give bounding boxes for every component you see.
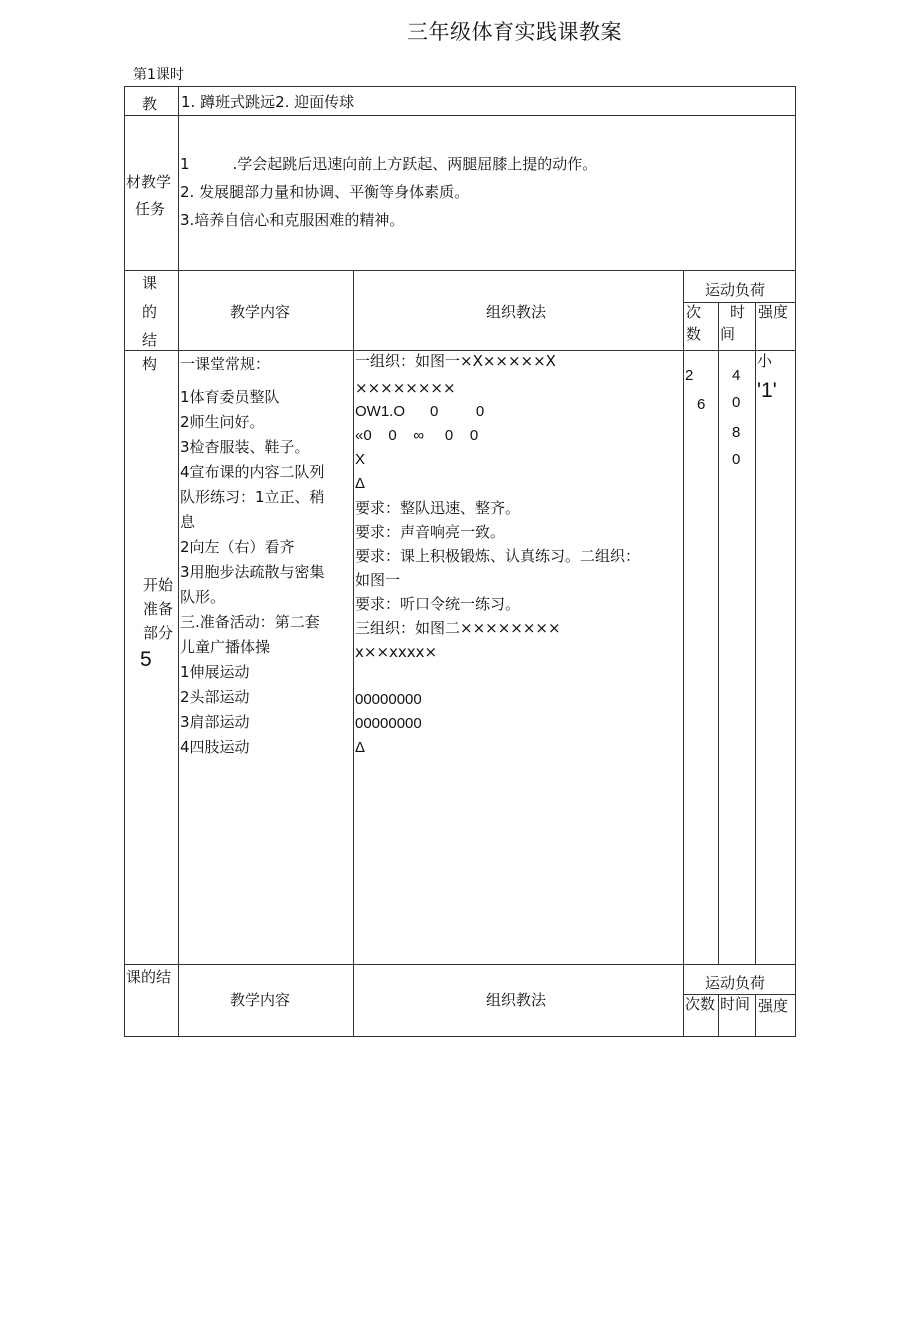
- content-header: 教学内容: [230, 303, 291, 321]
- footer-load-intensity: 强度: [758, 997, 789, 1015]
- table-border: [124, 86, 796, 87]
- material-label: 教: [142, 95, 158, 113]
- content-line: 1体育委员整队: [180, 388, 280, 406]
- load-time-value: 0: [732, 451, 741, 468]
- table-border: [124, 86, 125, 1036]
- method-header: 组织教法: [486, 303, 547, 321]
- table-border: [124, 270, 796, 271]
- method-line: 一组织：如图一×X×××××X: [355, 352, 556, 370]
- start-method-list: [355, 349, 640, 760]
- structure-label: 结: [142, 331, 158, 349]
- load-times-value: 2: [685, 367, 694, 384]
- method-line: 三组织：如图二××××××××: [355, 619, 561, 637]
- table-border: [124, 115, 796, 116]
- method-line: X: [355, 451, 366, 468]
- table-border: [124, 964, 796, 965]
- method-line: Δ: [355, 475, 366, 492]
- footer-label: 课的结: [126, 968, 172, 986]
- table-border: [755, 302, 756, 964]
- method-line: Δ: [355, 739, 366, 756]
- task-label: 任务: [135, 200, 166, 218]
- load-times-value: 6: [697, 396, 706, 413]
- method-line: x××xxxx×: [355, 643, 438, 661]
- material-content: 1. 蹲班式跳远2. 迎面传球: [181, 93, 355, 111]
- table-border: [755, 994, 756, 1036]
- load-time-header: 间: [720, 325, 736, 343]
- method-line: OW1.O 0 0: [355, 403, 485, 420]
- content-line: 队形。: [180, 588, 226, 606]
- content-line: 4四肢运动: [180, 738, 250, 756]
- load-times-header: 次: [686, 303, 702, 321]
- load-intensity-value: 小: [757, 352, 773, 370]
- method-line: 要求：整队迅速、整齐。: [355, 499, 521, 517]
- table-border: [124, 1036, 796, 1037]
- footer-load-times: 次数: [685, 995, 716, 1013]
- load-time-value: 0: [732, 394, 741, 411]
- table-border: [795, 86, 796, 1036]
- method-line: 要求：声音响亮一致。: [355, 523, 506, 541]
- method-line: ××××××××: [355, 379, 456, 397]
- load-time-value: 4: [732, 367, 741, 384]
- task-label: 材教学: [126, 173, 172, 191]
- table-border: [718, 994, 719, 1036]
- method-line: 要求：课上积极锻炼、认真练习。二组织：: [355, 547, 641, 565]
- footer-content-header: 教学内容: [230, 991, 291, 1009]
- content-line: 儿童广播体操: [180, 638, 271, 656]
- footer-method-header: 组织教法: [486, 991, 547, 1009]
- table-border: [178, 86, 179, 1036]
- load-intensity-header: 强度: [758, 303, 789, 321]
- load-time-value: 8: [732, 424, 741, 441]
- start-content-list: [180, 352, 325, 760]
- content-line: 3肩部运动: [180, 713, 250, 731]
- method-line: 00000000: [355, 715, 422, 732]
- structure-label: 的: [142, 303, 158, 321]
- content-line: 息: [180, 513, 196, 531]
- load-time-header: 时: [730, 303, 746, 321]
- task-item: 2. 发展腿部力量和协调、平衡等身体素质。: [180, 183, 470, 201]
- content-line: 4宣布课的内容二队列: [180, 463, 325, 481]
- content-line: 队形练习：1立正、稍: [180, 488, 325, 506]
- content-line: 2向左（右）看齐: [180, 538, 295, 556]
- content-line: 3用胞步法疏散与密集: [180, 563, 325, 581]
- content-line: 一课堂常规：: [180, 355, 271, 373]
- section-label: 准备: [143, 600, 174, 618]
- method-line: 如图一: [355, 571, 401, 589]
- load-times-header: 数: [686, 325, 702, 343]
- content-line: 2师生问好。: [180, 413, 265, 431]
- content-line: 三.准备活动：第二套: [180, 613, 320, 631]
- content-line: 1伸展运动: [180, 663, 250, 681]
- content-line: 3检杳服装、鞋子。: [180, 438, 310, 456]
- task-item: 3.培养自信心和克服困难的精神。: [180, 211, 405, 229]
- table-border: [353, 270, 354, 1036]
- task-item: 1 .学会起跳后迅速向前上方跃起、两腿屈膝上提的动作。: [180, 155, 598, 173]
- section-label: 开始: [143, 576, 174, 594]
- structure-label: 构: [142, 355, 158, 373]
- footer-load-header: 运动负荷: [705, 974, 766, 992]
- load-intensity-mark: '1': [757, 379, 777, 402]
- load-header: 运动负荷: [705, 281, 766, 299]
- method-line: «0 0 ∞ 0 0: [355, 427, 479, 444]
- content-line: 2头部运动: [180, 688, 250, 706]
- table-border: [683, 270, 684, 1036]
- lesson-number: 第1课时: [133, 67, 184, 83]
- section-minutes: 5: [140, 648, 152, 671]
- method-line: [355, 664, 640, 688]
- section-label: 部分: [143, 624, 174, 642]
- structure-label: 课: [142, 274, 158, 292]
- method-line: 00000000: [355, 691, 422, 708]
- method-line: 要求：听口令统一练习。: [355, 595, 521, 613]
- page-title: 三年级体育实践课教案: [407, 20, 622, 44]
- footer-load-time: 时间: [720, 995, 751, 1013]
- table-border: [718, 302, 719, 964]
